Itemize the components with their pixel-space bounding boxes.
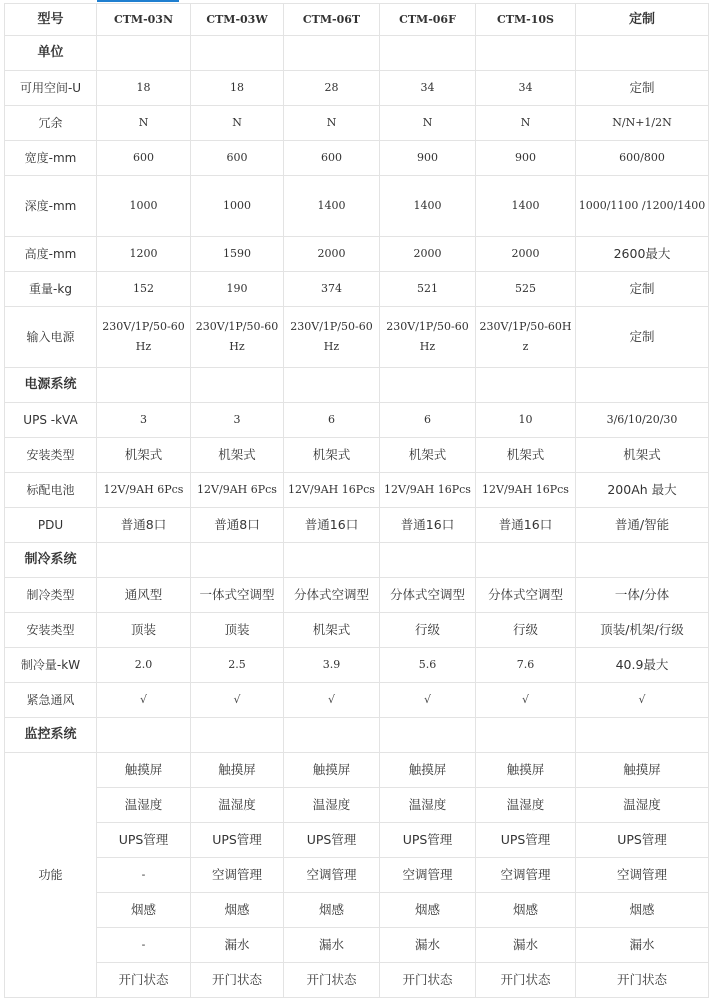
row-value: 1000 — [97, 176, 191, 237]
active-tab-indicator — [97, 0, 179, 2]
header-model-5: CTM-10S — [476, 4, 576, 36]
header-model-label: 型号 — [5, 4, 97, 36]
monitor-value: 空调管理 — [576, 858, 709, 893]
row-value: 行级 — [380, 613, 476, 648]
row-value: 1590 — [191, 237, 284, 272]
row-value: 190 — [191, 272, 284, 307]
header-model-2: CTM-03W — [191, 4, 284, 36]
monitor-value: - — [97, 858, 191, 893]
monitor-value: - — [97, 928, 191, 963]
row-value: 34 — [476, 71, 576, 106]
row-value: 34 — [380, 71, 476, 106]
monitor-value: 温湿度 — [191, 788, 284, 823]
row-value: √ — [380, 683, 476, 718]
row-value: 机架式 — [284, 438, 380, 473]
row-label: 可用空间-U — [5, 71, 97, 106]
section-empty-cell — [476, 36, 576, 71]
row-value: 1000/1100 /1200/1400 — [576, 176, 709, 237]
row-label: 深度-mm — [5, 176, 97, 237]
section-title-monitor: 监控系统 — [5, 718, 97, 753]
header-model-4: CTM-06F — [380, 4, 476, 36]
monitor-value: 烟感 — [576, 893, 709, 928]
table-row — [5, 71, 709, 106]
row-value: 普通/智能 — [576, 508, 709, 543]
row-value: 分体式空调型 — [284, 578, 380, 613]
row-label: 冗余 — [5, 106, 97, 141]
row-value: √ — [97, 683, 191, 718]
row-label: 输入电源 — [5, 307, 97, 368]
row-value: 374 — [284, 272, 380, 307]
row-label: 紧急通风 — [5, 683, 97, 718]
monitor-value: UPS管理 — [576, 823, 709, 858]
table-row — [5, 237, 709, 272]
row-value: 分体式空调型 — [380, 578, 476, 613]
section-empty-cell — [191, 543, 284, 578]
row-value: 10 — [476, 403, 576, 438]
table-row — [5, 403, 709, 438]
section-row-cooling — [5, 543, 709, 578]
row-value: N — [284, 106, 380, 141]
row-value: 12V/9AH 6Pcs — [191, 473, 284, 508]
row-value: 12V/9AH 16Pcs — [284, 473, 380, 508]
row-value: 机架式 — [191, 438, 284, 473]
monitor-value: UPS管理 — [476, 823, 576, 858]
row-value: 普通8口 — [97, 508, 191, 543]
section-empty-cell — [191, 36, 284, 71]
table-row — [5, 613, 709, 648]
row-label: 标配电池 — [5, 473, 97, 508]
row-value: 机架式 — [380, 438, 476, 473]
section-empty-cell — [576, 543, 709, 578]
row-value: 2.5 — [191, 648, 284, 683]
row-value: 定制 — [576, 307, 709, 368]
monitor-value: UPS管理 — [284, 823, 380, 858]
row-value: 18 — [191, 71, 284, 106]
row-value: 顶装 — [97, 613, 191, 648]
row-value: 18 — [97, 71, 191, 106]
section-empty-cell — [576, 36, 709, 71]
row-value: 900 — [380, 141, 476, 176]
spec-table — [4, 3, 709, 998]
row-value: 1400 — [284, 176, 380, 237]
table-row — [5, 683, 709, 718]
row-value: 6 — [284, 403, 380, 438]
row-value: 600 — [97, 141, 191, 176]
row-value: 600 — [284, 141, 380, 176]
monitor-value: 触摸屏 — [380, 753, 476, 788]
row-value: 行级 — [476, 613, 576, 648]
section-empty-cell — [191, 718, 284, 753]
row-label: 制冷类型 — [5, 578, 97, 613]
section-empty-cell — [97, 718, 191, 753]
row-value: 6 — [380, 403, 476, 438]
monitor-row — [5, 858, 709, 893]
row-label: 制冷量-kW — [5, 648, 97, 683]
row-value: 普通16口 — [380, 508, 476, 543]
monitor-value: 空调管理 — [191, 858, 284, 893]
row-value: 顶装 — [191, 613, 284, 648]
monitor-value: 烟感 — [380, 893, 476, 928]
monitor-value: 烟感 — [284, 893, 380, 928]
section-title-cooling: 制冷系统 — [5, 543, 97, 578]
monitor-value: 烟感 — [97, 893, 191, 928]
section-title-unit: 单位 — [5, 36, 97, 71]
monitor-value: 触摸屏 — [97, 753, 191, 788]
monitor-value: 开门状态 — [476, 963, 576, 998]
monitor-value: 漏水 — [191, 928, 284, 963]
table-row — [5, 176, 709, 237]
table-row — [5, 307, 709, 368]
monitor-value: 开门状态 — [380, 963, 476, 998]
monitor-value: 烟感 — [476, 893, 576, 928]
section-empty-cell — [284, 36, 380, 71]
section-row-monitor — [5, 718, 709, 753]
monitor-row — [5, 893, 709, 928]
section-empty-cell — [97, 36, 191, 71]
row-value: 2000 — [380, 237, 476, 272]
section-empty-cell — [380, 368, 476, 403]
row-value: 顶装/机架/行级 — [576, 613, 709, 648]
section-empty-cell — [476, 718, 576, 753]
table-row — [5, 473, 709, 508]
section-empty-cell — [576, 718, 709, 753]
row-value: 230V/1P/50-60Hz — [191, 307, 284, 368]
row-value: 600 — [191, 141, 284, 176]
monitor-value: UPS管理 — [380, 823, 476, 858]
monitor-value: UPS管理 — [97, 823, 191, 858]
monitor-value: 开门状态 — [97, 963, 191, 998]
row-value: 230V/1P/50-60Hz — [476, 307, 576, 368]
table-row — [5, 141, 709, 176]
row-value: 机架式 — [284, 613, 380, 648]
row-label: UPS -kVA — [5, 403, 97, 438]
section-empty-cell — [380, 36, 476, 71]
row-value: 521 — [380, 272, 476, 307]
row-value: 7.6 — [476, 648, 576, 683]
row-label: 宽度-mm — [5, 141, 97, 176]
row-label: 重量-kg — [5, 272, 97, 307]
monitor-value: 触摸屏 — [191, 753, 284, 788]
monitor-value: 烟感 — [191, 893, 284, 928]
row-label: 安装类型 — [5, 613, 97, 648]
monitor-row — [5, 753, 709, 788]
monitor-function-label: 功能 — [5, 753, 97, 998]
row-value: 定制 — [576, 272, 709, 307]
row-value: 一体/分体 — [576, 578, 709, 613]
monitor-value: 漏水 — [380, 928, 476, 963]
monitor-value: 空调管理 — [284, 858, 380, 893]
section-empty-cell — [476, 368, 576, 403]
table-row — [5, 272, 709, 307]
header-model-3: CTM-06T — [284, 4, 380, 36]
row-value: 分体式空调型 — [476, 578, 576, 613]
monitor-row — [5, 963, 709, 998]
row-value: N/N+1/2N — [576, 106, 709, 141]
monitor-row — [5, 788, 709, 823]
row-value: 1000 — [191, 176, 284, 237]
row-value: 12V/9AH 16Pcs — [476, 473, 576, 508]
row-value: 机架式 — [576, 438, 709, 473]
row-label: 高度-mm — [5, 237, 97, 272]
monitor-value: 触摸屏 — [284, 753, 380, 788]
monitor-value: 触摸屏 — [576, 753, 709, 788]
section-empty-cell — [97, 543, 191, 578]
spec-table-body — [5, 4, 709, 998]
row-value: 1200 — [97, 237, 191, 272]
row-value: 12V/9AH 16Pcs — [380, 473, 476, 508]
section-empty-cell — [284, 543, 380, 578]
row-value: 2000 — [476, 237, 576, 272]
row-value: N — [380, 106, 476, 141]
row-value: 40.9最大 — [576, 648, 709, 683]
row-value: 3 — [191, 403, 284, 438]
row-value: 机架式 — [476, 438, 576, 473]
monitor-row — [5, 823, 709, 858]
row-value: 2000 — [284, 237, 380, 272]
row-value: N — [476, 106, 576, 141]
row-value: 普通8口 — [191, 508, 284, 543]
row-value: 普通16口 — [284, 508, 380, 543]
row-value: 定制 — [576, 71, 709, 106]
row-value: 230V/1P/50-60Hz — [380, 307, 476, 368]
section-empty-cell — [380, 718, 476, 753]
row-value: √ — [476, 683, 576, 718]
row-value: √ — [576, 683, 709, 718]
row-value: 230V/1P/50-60Hz — [97, 307, 191, 368]
section-row-power — [5, 368, 709, 403]
section-empty-cell — [476, 543, 576, 578]
section-empty-cell — [284, 718, 380, 753]
table-row — [5, 578, 709, 613]
section-title-power: 电源系统 — [5, 368, 97, 403]
row-value: 1400 — [380, 176, 476, 237]
monitor-value: 漏水 — [476, 928, 576, 963]
monitor-value: 温湿度 — [380, 788, 476, 823]
monitor-value: 温湿度 — [476, 788, 576, 823]
section-empty-cell — [576, 368, 709, 403]
section-row-unit — [5, 36, 709, 71]
header-model-1: CTM-03N — [97, 4, 191, 36]
section-empty-cell — [191, 368, 284, 403]
monitor-row — [5, 928, 709, 963]
monitor-value: UPS管理 — [191, 823, 284, 858]
row-value: 2600最大 — [576, 237, 709, 272]
row-value: N — [97, 106, 191, 141]
monitor-value: 开门状态 — [576, 963, 709, 998]
row-value: 3.9 — [284, 648, 380, 683]
table-row — [5, 648, 709, 683]
monitor-value: 开门状态 — [191, 963, 284, 998]
table-row — [5, 508, 709, 543]
row-value: 2.0 — [97, 648, 191, 683]
row-value: 200Ah 最大 — [576, 473, 709, 508]
row-label: PDU — [5, 508, 97, 543]
row-value: 3 — [97, 403, 191, 438]
row-value: √ — [191, 683, 284, 718]
row-value: 通风型 — [97, 578, 191, 613]
row-value: 3/6/10/20/30 — [576, 403, 709, 438]
row-value: 600/800 — [576, 141, 709, 176]
table-row — [5, 438, 709, 473]
monitor-value: 温湿度 — [97, 788, 191, 823]
row-value: 152 — [97, 272, 191, 307]
row-value: √ — [284, 683, 380, 718]
row-label: 安装类型 — [5, 438, 97, 473]
monitor-value: 空调管理 — [380, 858, 476, 893]
row-value: 普通16口 — [476, 508, 576, 543]
monitor-value: 温湿度 — [284, 788, 380, 823]
monitor-value: 漏水 — [576, 928, 709, 963]
monitor-value: 漏水 — [284, 928, 380, 963]
section-empty-cell — [284, 368, 380, 403]
row-value: 一体式空调型 — [191, 578, 284, 613]
monitor-value: 触摸屏 — [476, 753, 576, 788]
row-value: 230V/1P/50-60Hz — [284, 307, 380, 368]
row-value: 1400 — [476, 176, 576, 237]
row-value: 5.6 — [380, 648, 476, 683]
row-value: 525 — [476, 272, 576, 307]
section-empty-cell — [97, 368, 191, 403]
row-value: N — [191, 106, 284, 141]
section-empty-cell — [380, 543, 476, 578]
table-header-row — [5, 4, 709, 36]
monitor-value: 空调管理 — [476, 858, 576, 893]
row-value: 28 — [284, 71, 380, 106]
row-value: 12V/9AH 6Pcs — [97, 473, 191, 508]
table-row — [5, 106, 709, 141]
monitor-value: 开门状态 — [284, 963, 380, 998]
header-model-6: 定制 — [576, 4, 709, 36]
row-value: 机架式 — [97, 438, 191, 473]
monitor-value: 温湿度 — [576, 788, 709, 823]
row-value: 900 — [476, 141, 576, 176]
